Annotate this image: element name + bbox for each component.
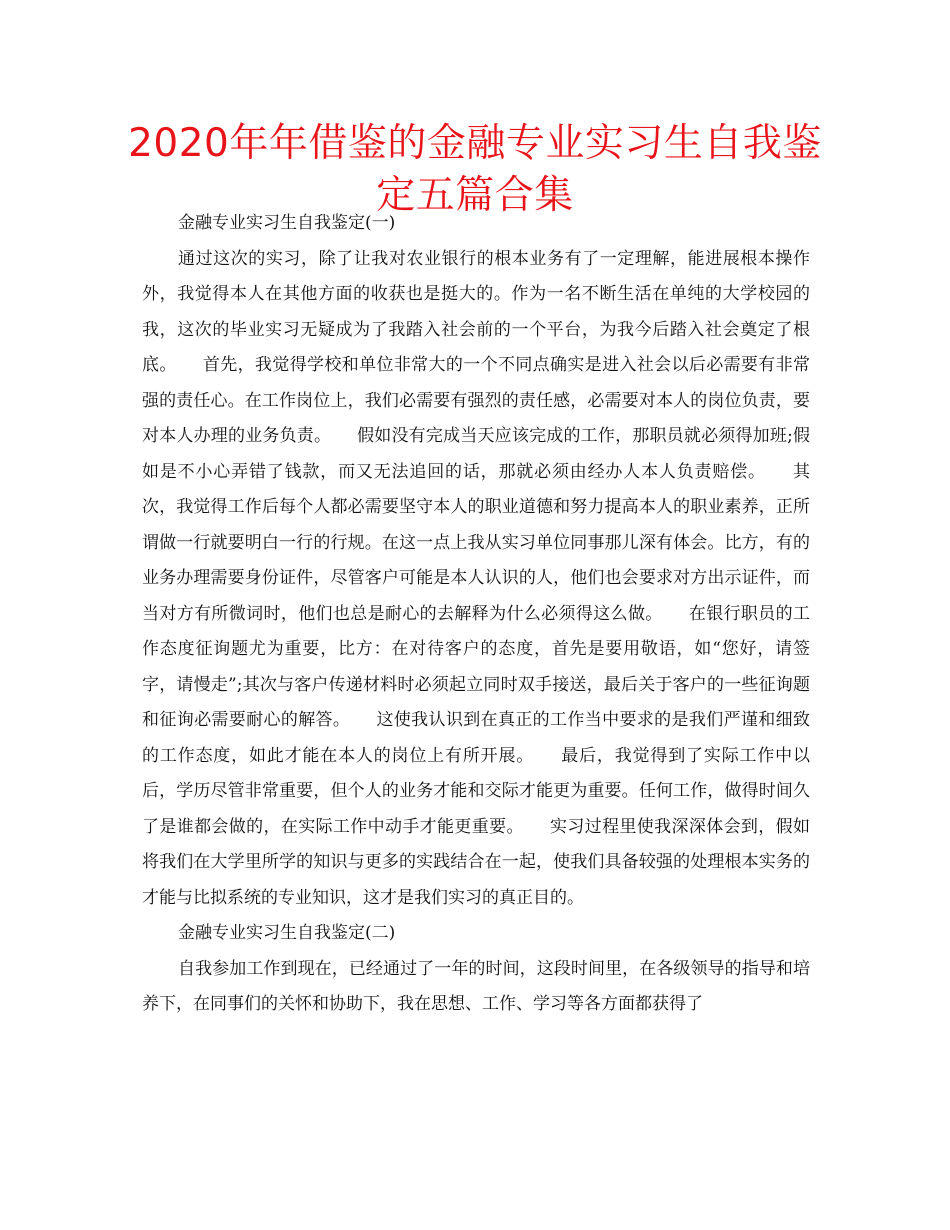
section-heading-1: 金融专业实习生自我鉴定(一) xyxy=(178,213,396,233)
section-paragraph-1: 通过这次的实习，除了让我对农业银行的根本业务有了一定理解，能进展根本操作外，我觉得本人在其他方面的收获也是挺大的。作为一名不断生活在单纯的大学校园的我，这次的毕业实习无疑成为了我踏入社会前的一个平台，为我今后踏入社会奠定了根底。 首先，我觉得学校和单位非常大的一个不同点确实是进入社会以后必需要有非常强的责任心。在工作岗位上，我们必需要有强烈的责任感，必需要对本人的岗位负责，要对本人办理的业务负责。 假如没有完成当天应该完成的工作，那职员就必须得加班;假如是不小心弄错了钱款，而又无法追回的话，那就必须由经办人本人负责赔偿。 其次，我觉得工作后每个人都必需要坚守本人的职业道德和努力提高本人的职业素养，正所谓做一行就要明白一行的行规。在这一点上我从实习单位同事那儿深有体会。比方，有的业务办理需要身份证件，尽管客户可能是本人认识的人，他们也会要求对方出示证件，而当对方有所微词时，他们也总是耐心的去解释为什么必须得这么做。 在银行职员的工作态度征询题尤为重要，比方：在对待客户的态度，首先是要用敬语，如“您好，请签字，请慢走”;其次与客户传递材料时必须起立同时双手接送，最后关于客户的一些征询题和征询必需要耐心的解答。 这使我认识到在真正的工作当中要求的是我们严谨和细致的工作态度，如此才能在本人的岗位上有所开展。 最后，我觉得到了实际工作中以后，学历尽管非常重要，但个人的业务才能和交际才能更为重要。任何工作，做得时间久了是谁都会做的，在实际工作中动手才能更重要。 实习过程里使我深深体会到，假如将我们在大学里所学的知识与更多的实践结合在一起，使我们具备较强的处理根本实务的才能与比拟系统的专业知识，这才是我们实习的真正目的。 xyxy=(142,248,810,908)
section-heading-2: 金融专业实习生自我鉴定(二) xyxy=(178,923,396,943)
section-paragraph-2: 自我参加工作到现在，已经通过了一年的时间，这段时间里，在各级领导的指导和培养下，在同事们的关怀和协助下，我在思想、工作、学习等各方面都获得了 xyxy=(142,958,810,1014)
document-title: 2020年年借鉴的金融专业实习生自我鉴定五篇合集 xyxy=(128,121,822,218)
document-body xyxy=(142,206,810,1023)
